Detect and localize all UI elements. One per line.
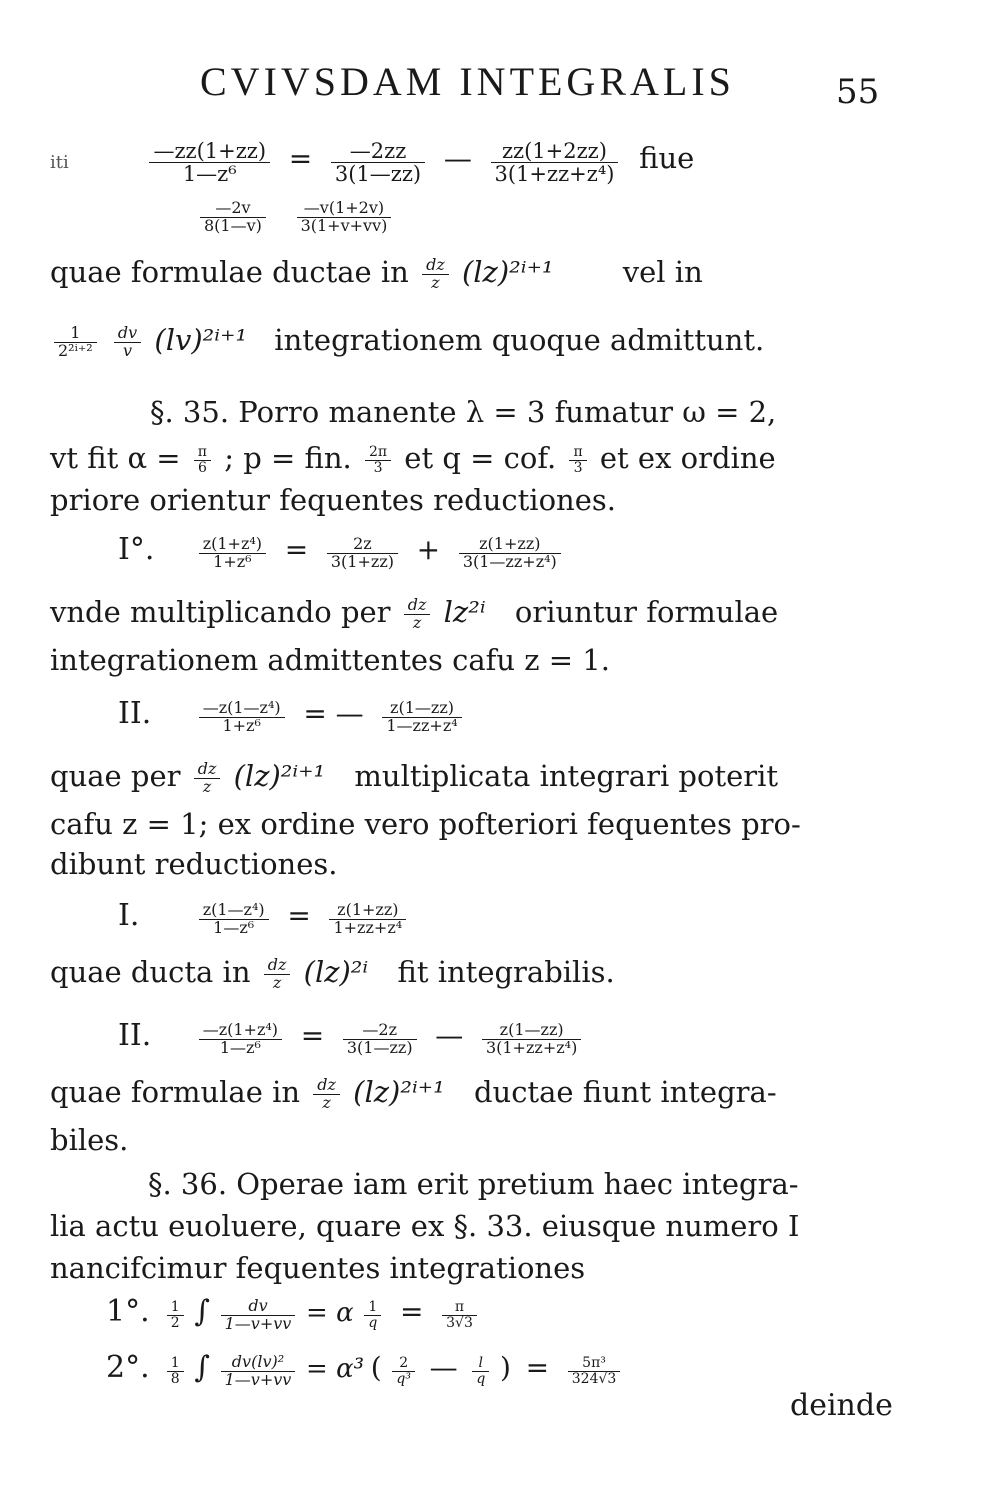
numerator: —2v bbox=[200, 200, 266, 218]
minus-sign: — bbox=[429, 1351, 458, 1384]
page-number: 55 bbox=[836, 72, 880, 112]
denominator: 3 bbox=[573, 459, 583, 476]
text: vt fit α = bbox=[50, 441, 190, 475]
text-line-7 bbox=[50, 480, 910, 520]
fraction bbox=[491, 140, 619, 185]
denominator: z bbox=[272, 972, 282, 992]
text: vel in bbox=[622, 255, 703, 289]
numerator: 1 bbox=[54, 325, 97, 343]
numerator: dv bbox=[114, 325, 141, 343]
fraction bbox=[297, 200, 392, 235]
denominator: 3(1—zz) bbox=[334, 162, 422, 186]
text-line-21 bbox=[50, 1206, 910, 1246]
numerator: π bbox=[194, 445, 211, 461]
denominator: 1—z⁶ bbox=[182, 162, 237, 186]
fraction bbox=[167, 1300, 184, 1330]
equation-line-8 bbox=[118, 530, 978, 572]
text-line-13 bbox=[50, 804, 910, 844]
denominator: 6 bbox=[197, 459, 207, 476]
text-line-9 bbox=[50, 592, 910, 632]
fraction bbox=[194, 758, 221, 796]
fraction bbox=[221, 1298, 296, 1333]
denominator: 2²ⁱ⁺² bbox=[58, 340, 93, 360]
denominator: z bbox=[431, 272, 440, 292]
denominator: z bbox=[322, 1092, 331, 1112]
numerator: —2zz bbox=[331, 140, 425, 163]
numerator: l bbox=[472, 1356, 489, 1372]
text: priore orientur fequentes reductiones. bbox=[50, 483, 616, 517]
denominator: q bbox=[476, 1371, 486, 1387]
fraction bbox=[200, 200, 266, 235]
line-prefix: iti bbox=[50, 152, 69, 173]
denominator: 1+z⁶ bbox=[213, 552, 252, 571]
item-label: II. bbox=[118, 696, 152, 731]
text: integrationem quoque admittunt. bbox=[274, 323, 765, 357]
fraction bbox=[404, 594, 431, 632]
denominator: 2 bbox=[170, 1315, 180, 1331]
item-label: 1°. bbox=[106, 1294, 150, 1329]
text-line-6 bbox=[50, 438, 910, 478]
fraction bbox=[442, 1300, 477, 1330]
running-title: CVIVSDAM INTEGRALIS bbox=[200, 59, 735, 104]
text: et ex ordine bbox=[599, 441, 776, 475]
text: multiplicata integrari poterit bbox=[354, 759, 779, 793]
text: quae ducta in bbox=[50, 955, 251, 989]
numerator: 2 bbox=[392, 1356, 415, 1372]
text-line-3 bbox=[50, 252, 910, 292]
equation-line-24 bbox=[106, 1348, 966, 1390]
numerator: —z(1+z⁴) bbox=[199, 1022, 282, 1040]
numerator: z(1+zz) bbox=[459, 536, 561, 554]
denominator: q³ bbox=[396, 1371, 411, 1387]
math-expression: (lz)²ⁱ bbox=[303, 955, 369, 989]
text-line-12 bbox=[50, 756, 910, 796]
text-line-22 bbox=[50, 1248, 910, 1288]
denominator: 1—z⁶ bbox=[219, 1038, 261, 1057]
numerator: dz bbox=[194, 761, 221, 779]
fraction bbox=[422, 254, 449, 292]
numerator: z(1—zz) bbox=[382, 700, 461, 718]
math-expression: (lz)²ⁱ⁺¹ bbox=[353, 1075, 445, 1109]
minus-sign: — bbox=[443, 142, 472, 175]
equation-line-15 bbox=[118, 896, 978, 938]
denominator: 1—z⁶ bbox=[213, 918, 255, 937]
equation-line-2 bbox=[196, 196, 1000, 238]
integral-sign: ∫ bbox=[194, 1294, 210, 1329]
text: quae formulae ductae in bbox=[50, 255, 409, 289]
fraction bbox=[569, 445, 586, 475]
numerator: zz(1+2zz) bbox=[491, 140, 619, 163]
equation-line-1 bbox=[50, 138, 910, 185]
text-line-4 bbox=[50, 320, 910, 360]
numerator: dz bbox=[264, 957, 291, 975]
fraction bbox=[149, 140, 270, 185]
text: dibunt reductiones. bbox=[50, 847, 338, 881]
numerator: z(1+z⁴) bbox=[199, 536, 266, 554]
text-line-18 bbox=[50, 1072, 910, 1112]
denominator: 1+z⁶ bbox=[222, 716, 261, 735]
equals-sign: = bbox=[300, 1019, 325, 1052]
fraction bbox=[313, 1074, 340, 1112]
numerator: z(1—zz) bbox=[482, 1022, 581, 1040]
item-label: I°. bbox=[118, 532, 155, 567]
numerator: dz bbox=[422, 257, 449, 275]
numerator: dv bbox=[221, 1298, 296, 1316]
denominator: 3 bbox=[373, 459, 383, 476]
numerator: 1 bbox=[364, 1300, 381, 1316]
fraction bbox=[114, 322, 141, 360]
fraction bbox=[194, 445, 211, 475]
math-expression: (lv)²ⁱ⁺¹ bbox=[154, 323, 248, 357]
fraction bbox=[382, 700, 461, 735]
text: vnde multiplicando per bbox=[50, 595, 391, 629]
text: oriuntur formulae bbox=[514, 595, 779, 629]
denominator: 3(1+zz) bbox=[330, 552, 394, 571]
equals-sign: = bbox=[525, 1351, 550, 1384]
equals-sign: = bbox=[288, 142, 313, 175]
numerator: 1 bbox=[167, 1300, 184, 1316]
text: lia actu euoluere, quare ex §. 33. eiusque numero I bbox=[50, 1209, 800, 1243]
numerator: —z(1—z⁴) bbox=[199, 700, 285, 718]
text-line-20 bbox=[148, 1164, 1000, 1204]
numerator: z(1+zz) bbox=[329, 902, 406, 920]
equals-sign: = bbox=[284, 533, 309, 566]
equation-line-11 bbox=[118, 694, 978, 736]
numerator: 5π³ bbox=[568, 1356, 621, 1372]
equation-line-23 bbox=[106, 1292, 966, 1334]
denominator: 1+zz+z⁴ bbox=[333, 918, 403, 937]
denominator: 3(1—zz+z⁴) bbox=[462, 552, 557, 571]
line-suffix: fiue bbox=[639, 141, 695, 175]
fraction bbox=[459, 536, 561, 571]
running-header bbox=[0, 58, 1000, 112]
denominator: 3(1+zz+z⁴) bbox=[485, 1038, 578, 1057]
denominator: z bbox=[412, 612, 422, 632]
denominator: 1—v+vv bbox=[224, 1370, 292, 1389]
fraction bbox=[329, 902, 406, 937]
catchword: deinde bbox=[790, 1388, 893, 1423]
math-expression: lz²ⁱ bbox=[443, 595, 486, 629]
text: quae formulae in bbox=[50, 1075, 301, 1109]
denominator: 1—zz+z⁴ bbox=[386, 716, 458, 735]
numerator: z(1—z⁴) bbox=[199, 902, 269, 920]
numerator: —2z bbox=[343, 1022, 417, 1040]
math-expression: (lz)²ⁱ⁺¹ bbox=[461, 255, 554, 289]
text: integrationem admittentes cafu z = 1. bbox=[50, 643, 610, 677]
numerator: 2z bbox=[327, 536, 398, 554]
text: biles. bbox=[50, 1123, 129, 1157]
integral-sign: ∫ bbox=[194, 1350, 210, 1385]
equals-sign: = bbox=[287, 899, 311, 932]
denominator: 3(1—zz) bbox=[346, 1038, 413, 1057]
text-line-16 bbox=[50, 952, 910, 992]
numerator: —v(1+2v) bbox=[297, 200, 392, 218]
fraction bbox=[199, 536, 266, 571]
denominator: 8 bbox=[170, 1371, 180, 1387]
denominator: q bbox=[368, 1315, 378, 1331]
plus-sign: + bbox=[416, 533, 441, 566]
minus-sign: — bbox=[435, 1019, 464, 1052]
fraction bbox=[364, 1300, 381, 1330]
fraction bbox=[472, 1356, 489, 1386]
numerator: π bbox=[569, 445, 586, 461]
fraction bbox=[199, 700, 285, 735]
numerator: dz bbox=[313, 1077, 340, 1095]
numerator: 1 bbox=[167, 1356, 184, 1372]
fraction bbox=[365, 445, 391, 475]
math-expression: = α bbox=[306, 1298, 354, 1328]
fraction bbox=[54, 322, 97, 360]
open-paren: ( bbox=[370, 1351, 382, 1384]
equals-sign: = — bbox=[303, 697, 364, 730]
numerator: —zz(1+zz) bbox=[149, 140, 270, 163]
denominator: 3√3 bbox=[446, 1315, 473, 1331]
fraction bbox=[199, 1022, 282, 1057]
item-label: I. bbox=[118, 898, 140, 933]
fraction bbox=[264, 954, 291, 992]
denominator: z bbox=[202, 776, 212, 796]
fraction bbox=[392, 1356, 415, 1386]
numerator: π bbox=[442, 1300, 477, 1316]
equation-line-17 bbox=[118, 1016, 978, 1058]
text-line-19 bbox=[50, 1120, 910, 1160]
fraction bbox=[327, 536, 398, 571]
math-expression: (lz)²ⁱ⁺¹ bbox=[233, 759, 326, 793]
item-label: 2°. bbox=[106, 1350, 150, 1385]
math-expression: = α³ bbox=[306, 1354, 365, 1384]
text: et q = cof. bbox=[404, 441, 557, 475]
denominator: v bbox=[123, 340, 133, 360]
denominator: 1—v+vv bbox=[224, 1314, 292, 1333]
text: §. 36. Operae iam erit pretium haec integra- bbox=[148, 1167, 799, 1201]
equals-sign: = bbox=[399, 1295, 424, 1328]
text: quae per bbox=[50, 759, 181, 793]
fraction bbox=[199, 902, 269, 937]
text: cafu z = 1; ex ordine vero pofteriori fequentes pro- bbox=[50, 807, 801, 841]
text-line-10 bbox=[50, 640, 910, 680]
denominator: 324√3 bbox=[571, 1371, 617, 1387]
text: nancifcimur fequentes integrationes bbox=[50, 1251, 586, 1285]
denominator: 8(1—v) bbox=[204, 216, 262, 235]
fraction bbox=[343, 1022, 417, 1057]
text: ductae fiunt integra- bbox=[473, 1075, 777, 1109]
text: §. 35. Porro manente λ = 3 fumatur ω = 2, bbox=[150, 395, 777, 429]
fraction bbox=[167, 1356, 184, 1386]
text-line-5 bbox=[150, 392, 1000, 432]
text: ; p = fin. bbox=[224, 441, 352, 475]
fraction bbox=[331, 140, 425, 185]
denominator: 3(1+v+vv) bbox=[300, 216, 388, 235]
item-label: II. bbox=[118, 1018, 152, 1053]
text-line-14 bbox=[50, 844, 910, 884]
denominator: 3(1+zz+z⁴) bbox=[494, 162, 615, 186]
numerator: 2π bbox=[365, 445, 391, 461]
text: fit integrabilis. bbox=[397, 955, 615, 989]
fraction bbox=[221, 1354, 296, 1389]
numerator: dv(lv)² bbox=[221, 1354, 296, 1372]
close-paren: ) bbox=[499, 1351, 511, 1384]
fraction bbox=[568, 1356, 621, 1386]
fraction bbox=[482, 1022, 581, 1057]
numerator: dz bbox=[404, 597, 431, 615]
